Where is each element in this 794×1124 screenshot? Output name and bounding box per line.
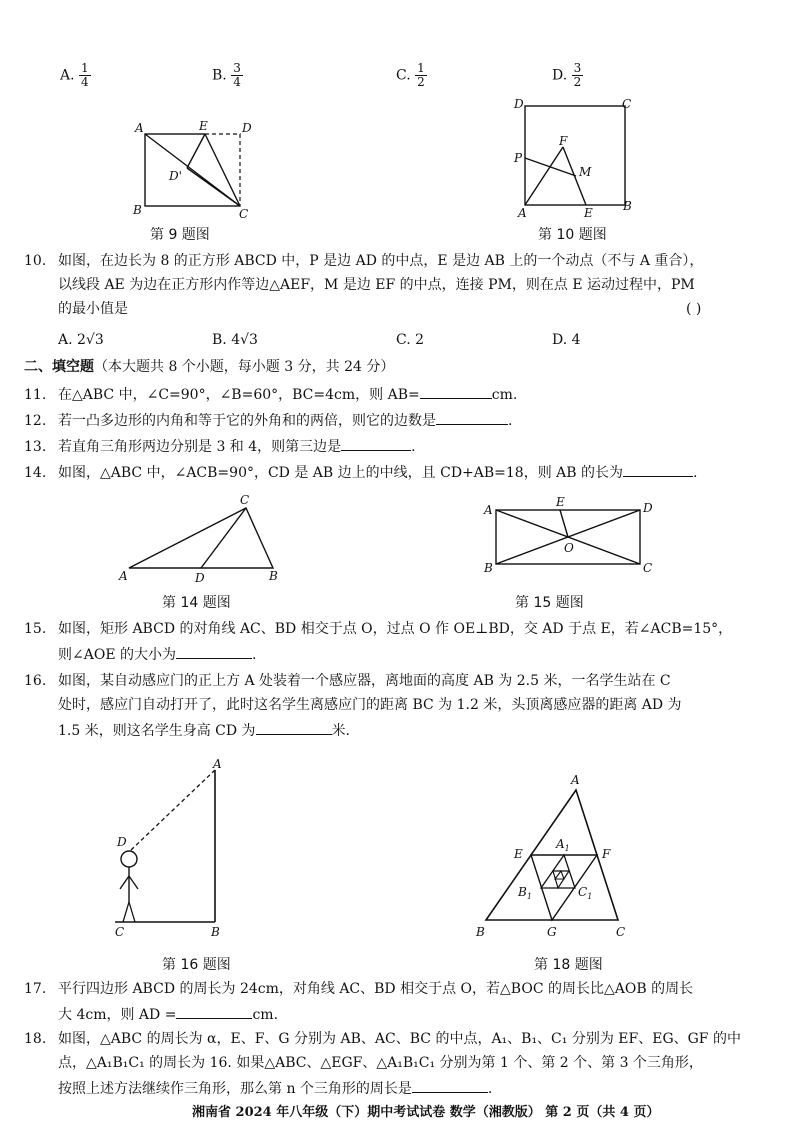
q16-line-1: [24, 672, 671, 690]
q14: [24, 462, 697, 482]
q16-suffix: 米.: [331, 723, 351, 739]
dashed-da: [131, 770, 215, 850]
label-c: C: [240, 493, 250, 507]
q10-number: 10.: [24, 253, 47, 269]
label-c: C: [643, 561, 653, 575]
section-heading: [24, 358, 394, 376]
label-e: E: [514, 847, 523, 861]
caption-figure-18: 第 18 题图: [534, 957, 603, 973]
label-f: F: [559, 134, 568, 148]
student-leg-left: [123, 902, 129, 922]
fold-dc: [187, 168, 240, 206]
q11: [24, 384, 517, 404]
label-a: A: [135, 121, 144, 135]
label-a: A: [571, 773, 580, 787]
option-letter: A.: [60, 67, 75, 84]
q13-number: 13.: [24, 439, 47, 455]
q10-line-2: 以线段 AE 为边在正方形内作等边△AEF，M 是边 EF 的中点，连接 PM，则在点 E 运动过程中，PM: [58, 277, 695, 293]
q18-line-1: [24, 1030, 741, 1048]
label-b: B: [484, 561, 493, 575]
figure-10: [508, 96, 638, 218]
label-d-prime: D': [169, 169, 182, 183]
answer-blank[interactable]: [176, 1004, 252, 1019]
label-b: B: [623, 199, 632, 213]
q17-line-2: [58, 1004, 278, 1024]
answer-blank[interactable]: [412, 1078, 488, 1093]
q9-option-a: [60, 62, 91, 89]
label-e: E: [556, 495, 565, 509]
label-e: E: [584, 206, 593, 218]
q14-text: 如图，△ABC 中，∠ACB=90°，CD 是 AB 边上的中线，且 CD+AB=18，则 AB 的长为: [58, 465, 624, 481]
q12-number: 12.: [24, 413, 47, 429]
q16-line-3: [58, 720, 350, 740]
fraction: $\frac{3}{4}$: [233, 61, 241, 89]
q13-text: 若直角三角形两边分别是 3 和 4，则第三边是: [58, 439, 342, 455]
label-p: P: [514, 151, 523, 165]
label-b: B: [476, 925, 485, 939]
option-letter: D.: [552, 67, 568, 84]
side-af: [525, 147, 563, 205]
option-letter: B.: [212, 67, 227, 84]
q18-line-3: [58, 1078, 492, 1098]
label-d: D: [195, 571, 205, 584]
q17-number: 17.: [24, 981, 47, 997]
q10-option-b: B. 4√3: [212, 332, 258, 348]
q16-text-3: 1.5 米，则这名学生身高 CD 为: [58, 723, 256, 739]
student-leg-right: [129, 902, 135, 922]
q17-text-1: 平行四边形 ABCD 的周长为 24cm，对角线 AC、BD 相交于点 O，若△BOC 的周长比△AOB 的周长: [58, 981, 694, 997]
label-m: M: [579, 165, 592, 179]
answer-paren[interactable]: ( ): [686, 301, 702, 317]
figure-18: [470, 768, 640, 940]
q10-line-1: 如图，在边长为 8 的正方形 ABCD 中，P 是边 AD 的中点，E 是边 AB 上的一个动点（不与 A 重合），: [58, 253, 704, 269]
fraction: $\frac{3}{2}$: [573, 61, 582, 89]
option-letter: C.: [396, 67, 411, 84]
triangle-5: [555, 871, 564, 879]
answer-blank[interactable]: [256, 720, 332, 735]
median-cd: [201, 508, 246, 568]
q15-line-1: [24, 620, 732, 638]
q15-text-1: 如图，矩形 ABCD 的对角线 AC、BD 相交于点 O，过点 O 作 OE⊥BD，交 AD 于点 E，若∠ACB=15°，: [58, 621, 733, 637]
q16-text-1: 如图，某自动感应门的正上方 A 处装着一个感应器，离地面的高度 AB 为 2.5 米，一名学生站在 C: [58, 673, 671, 689]
q11-suffix: cm.: [491, 387, 518, 403]
fold-ec: [205, 134, 240, 206]
student-arm-right: [129, 876, 138, 889]
caption-figure-16: 第 16 题图: [162, 957, 231, 973]
q10-option-a: A. 2√3: [58, 332, 104, 348]
q15-text-2: 则∠AOE 的大小为: [58, 647, 176, 663]
q13: [24, 436, 416, 456]
q9-option-c: [396, 62, 427, 89]
q18-suffix: .: [487, 1081, 493, 1097]
fraction: $\frac{1}{2}$: [417, 61, 425, 89]
label-f: F: [602, 847, 611, 861]
label-b1: $B_1$: [518, 885, 532, 901]
q17-text-2: 大 4cm，则 AD =: [58, 1007, 177, 1023]
q16-line-2: 处时，感应门自动打开了，此时这名学生离感应门的距离 BC 为 1.2 米，头顶离感应器的距离 AD 为: [58, 697, 682, 713]
answer-blank[interactable]: [420, 384, 492, 399]
figure-14: [115, 492, 295, 584]
caption-figure-9: 第 9 题图: [150, 227, 210, 243]
q18-number: 18.: [24, 1031, 47, 1047]
q18-text-1: 如图，△ABC 的周长为 α，E、F、G 分别为 AB、AC、BC 的中点，A₁、B₁、C₁ 分别为 EF、EG、GF 的中: [58, 1031, 741, 1047]
label-c: C: [115, 925, 125, 938]
label-c: C: [616, 925, 626, 939]
q18-line-2: 点，△A₁B₁C₁ 的周长为 16. 如果△ABC、△EGF、△A₁B₁C₁ 分别为第 1 个、第 2 个、第 3 个三角形，: [58, 1055, 703, 1071]
label-d: D: [643, 501, 653, 515]
q15-number: 15.: [24, 621, 47, 637]
q18-text-3: 按照上述方法继续作三角形，那么第 n 个三角形的周长是: [58, 1081, 412, 1097]
q10-line-3: 的最小值是: [58, 301, 128, 317]
q9-option-b: [212, 62, 243, 89]
label-c: C: [239, 207, 249, 218]
triangle-abc: [129, 508, 273, 568]
q10-option-c: C. 2: [396, 332, 425, 348]
student-head: [121, 851, 137, 867]
label-g: G: [547, 925, 557, 939]
figure-9: [125, 118, 265, 218]
caption-figure-14: 第 14 题图: [162, 595, 231, 611]
label-a: A: [518, 206, 527, 218]
answer-blank[interactable]: [436, 410, 508, 425]
section-note: （本大题共 8 个小题，每小题 3 分，共 24 分）: [94, 359, 395, 375]
q14-number: 14.: [24, 465, 47, 481]
q15-suffix: .: [252, 647, 257, 663]
q14-suffix: .: [693, 465, 698, 481]
answer-blank[interactable]: [623, 462, 693, 477]
label-b: B: [211, 925, 220, 938]
figure-16: [105, 756, 240, 938]
label-a1: $A_1$: [556, 837, 570, 853]
q12: [24, 410, 512, 430]
caption-figure-15: 第 15 题图: [515, 595, 584, 611]
answer-blank[interactable]: [176, 644, 252, 659]
section-title: 二、填空题: [24, 359, 94, 375]
label-c1: $C_1$: [578, 885, 593, 901]
q9-option-d: [552, 62, 583, 89]
q11-number: 11.: [24, 387, 47, 403]
q10-option-d: D. 4: [552, 332, 581, 348]
q15-line-2: [58, 644, 256, 664]
q17-suffix: cm.: [252, 1007, 279, 1023]
page-footer: 湘南省 2024 年八年级（下）期中考试试卷 数学（湘教版） 第 2 页（共 4 页）: [192, 1105, 660, 1120]
label-a: A: [213, 757, 222, 771]
label-b: B: [133, 203, 142, 217]
q16-number: 16.: [24, 673, 47, 689]
label-d: D: [117, 835, 127, 849]
segment-oe: [560, 510, 568, 537]
label-d: D: [242, 121, 252, 135]
label-o: O: [564, 541, 574, 555]
label-e: E: [199, 119, 208, 133]
q13-suffix: .: [411, 439, 416, 455]
q11-text: 在△ABC 中，∠C=90°，∠B=60°，BC=4cm，则 AB=: [58, 387, 420, 403]
caption-figure-10: 第 10 题图: [538, 227, 607, 243]
label-b: B: [269, 569, 278, 583]
fraction: $\frac{1}{4}$: [81, 61, 89, 89]
label-d: D: [514, 97, 524, 111]
answer-blank[interactable]: [341, 436, 411, 451]
figure-15: [480, 494, 660, 578]
q12-text: 若一凸多边形的内角和等于它的外角和的两倍，则它的边数是: [58, 413, 436, 429]
label-c: C: [622, 97, 632, 111]
square-outline: [525, 106, 625, 205]
q17-line-1: [24, 980, 693, 998]
label-a: A: [484, 503, 493, 517]
label-a: A: [119, 569, 128, 583]
q12-suffix: .: [508, 413, 513, 429]
fold-ed: [187, 134, 205, 168]
student-arm-left: [120, 876, 129, 889]
